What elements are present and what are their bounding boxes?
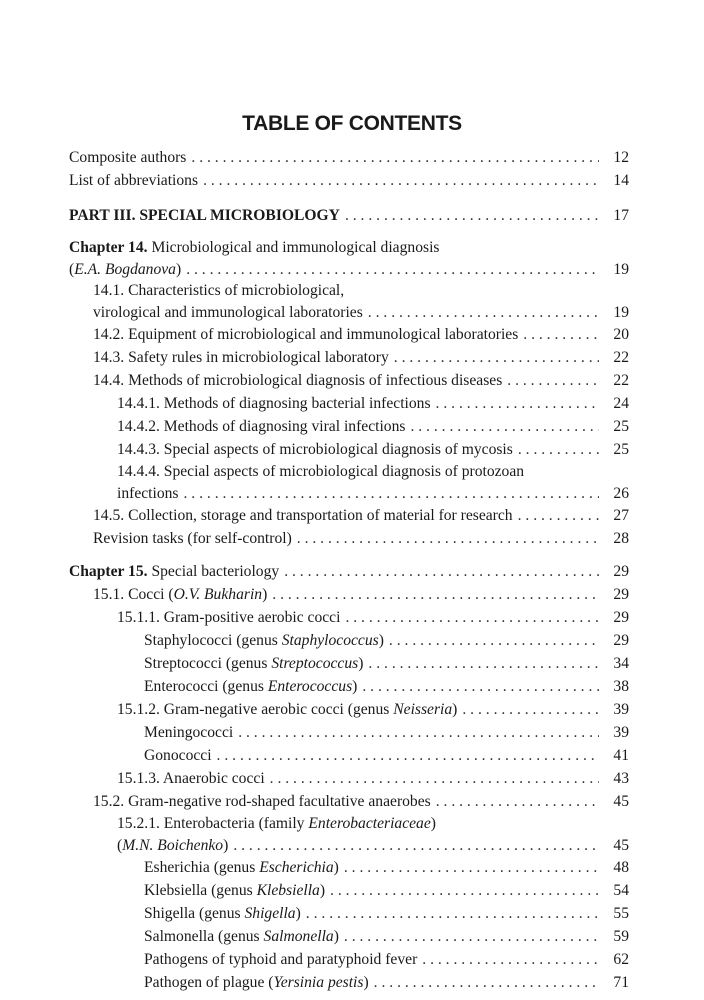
toc-entry[interactable]: [69, 813, 629, 835]
toc-entry-label: 14.5. Collection, storage and transportation of material for research: [93, 507, 513, 524]
dot-leader: [417, 948, 599, 971]
toc-entry[interactable]: [69, 504, 629, 527]
toc-entry[interactable]: [69, 527, 629, 550]
dot-leader: [292, 527, 599, 550]
toc-entry-continuation[interactable]: [69, 835, 629, 856]
toc-page-number: 29: [613, 586, 629, 603]
dot-leader: [357, 675, 599, 698]
toc-entry[interactable]: [69, 461, 629, 483]
dot-leader: [181, 259, 599, 280]
toc-entry-label: Staphylococci (genus Staphylococcus): [144, 632, 384, 649]
dot-leader: [518, 323, 599, 346]
toc-entry[interactable]: [69, 606, 629, 629]
toc-page-number: 55: [613, 905, 629, 922]
toc-page-number: 27: [613, 507, 629, 524]
toc-page-number: 28: [613, 530, 629, 547]
dot-leader: [179, 483, 600, 504]
chapter-number: Chapter 14.: [69, 239, 148, 256]
toc-page-number: 25: [613, 418, 629, 435]
dot-leader: [301, 902, 599, 925]
toc-entry[interactable]: [69, 392, 629, 415]
toc-entry[interactable]: [69, 744, 629, 767]
toc-entry[interactable]: [69, 971, 629, 994]
dot-leader: [340, 606, 599, 629]
toc-entry-label: 15.2. Gram-negative rod-shaped facultative anaerobes: [93, 793, 431, 810]
toc-entry[interactable]: [69, 698, 629, 721]
dot-leader: [339, 856, 599, 879]
toc-page-number: 29: [613, 632, 629, 649]
dot-leader: [384, 629, 599, 652]
dot-leader: [513, 504, 599, 527]
dot-leader: [198, 169, 599, 192]
dot-leader: [389, 346, 599, 369]
toc-entry-label: (E.A. Bogdanova): [69, 261, 182, 278]
toc-entry-label: Gonococci: [144, 747, 212, 764]
toc-page-number: 39: [613, 701, 629, 718]
genus-name: Klebsiella: [256, 882, 320, 899]
toc-page-number: 38: [613, 678, 629, 695]
toc-page-number: 29: [613, 609, 629, 626]
dot-leader: [267, 583, 599, 606]
family-name: Enterobacteriaceae: [308, 815, 431, 832]
toc-entry[interactable]: [69, 675, 629, 698]
toc-page-number: 26: [613, 485, 629, 502]
toc-page-number: 43: [613, 770, 629, 787]
toc-entry[interactable]: [69, 925, 629, 948]
dot-leader: [405, 415, 599, 438]
toc-entry[interactable]: [69, 280, 629, 302]
dot-leader: [228, 835, 599, 856]
author-name: O.V. Bukharin: [173, 586, 263, 603]
genus-name: Salmonella: [263, 928, 334, 945]
dot-leader: [457, 698, 599, 721]
toc-page-number: 29: [613, 563, 629, 580]
chapter-title: Special bacteriology: [147, 563, 280, 580]
genus-name: Streptococcus: [271, 655, 359, 672]
toc-entry-label: Composite authors: [69, 149, 187, 166]
toc-page-number: 19: [613, 304, 629, 321]
toc-page-number: 19: [613, 261, 629, 278]
toc-entry-label: Enterococci (genus Enterococcus): [144, 678, 358, 695]
toc-entry[interactable]: [69, 583, 629, 606]
dot-leader: [340, 204, 599, 227]
chapter-title: Microbiological and immunological diagnosis: [147, 239, 440, 256]
toc-entry-label: 14.4.2. Methods of diagnosing viral infections: [117, 418, 406, 435]
toc-page-number: 17: [613, 207, 629, 224]
author-name: E.A. Bogdanova: [74, 261, 176, 278]
toc-entry-label: Esherichia (genus Escherichia): [144, 859, 339, 876]
toc-page-number: 62: [613, 951, 629, 968]
toc-entry[interactable]: [69, 767, 629, 790]
toc-page-number: 48: [613, 859, 629, 876]
toc-page-number: 22: [613, 372, 629, 389]
toc-entry-continuation[interactable]: [69, 302, 629, 323]
genus-name: Shigella: [244, 905, 296, 922]
toc-entry[interactable]: [69, 369, 629, 392]
toc-page-number: 24: [613, 395, 629, 412]
toc-chapter-entry[interactable]: [69, 237, 629, 259]
toc-entry-label: virological and immunological laboratories: [93, 304, 363, 321]
toc-entry[interactable]: [69, 438, 629, 461]
toc-entry-continuation[interactable]: [69, 259, 629, 280]
dot-leader: [186, 146, 599, 169]
toc-entry-label: List of abbreviations: [69, 172, 199, 189]
toc-entry-label: 15.1.2. Gram-negative aerobic cocci (genus Neisseria): [117, 701, 458, 718]
toc-entry[interactable]: [69, 721, 629, 744]
dot-leader: [279, 560, 599, 583]
dot-leader: [363, 302, 599, 323]
table-of-contents: [69, 146, 629, 994]
dot-leader: [502, 369, 599, 392]
toc-chapter-entry[interactable]: [69, 560, 629, 583]
toc-entry[interactable]: [69, 856, 629, 879]
toc-entry-label: Shigella (genus Shigella): [144, 905, 301, 922]
toc-entry[interactable]: [69, 629, 629, 652]
toc-entry-label: 14.1. Characteristics of microbiological,: [93, 282, 345, 299]
toc-page-number: 14: [613, 172, 629, 189]
toc-entry-label: Klebsiella (genus Klebsiella): [144, 882, 326, 899]
genus-name: Staphylococcus: [281, 632, 379, 649]
toc-part-entry[interactable]: [69, 204, 629, 227]
toc-page-number: 34: [613, 655, 629, 672]
toc-entry-label: 14.3. Safety rules in microbiological laboratory: [93, 349, 389, 366]
toc-entry-label: 15.1.3. Anaerobic cocci: [117, 770, 265, 787]
toc-page-number: 71: [613, 974, 629, 991]
toc-entry[interactable]: [69, 346, 629, 369]
toc-entry-label: Pathogen of plague (Yersinia pestis): [144, 974, 369, 991]
toc-entry[interactable]: [69, 948, 629, 971]
toc-page-number: 25: [613, 441, 629, 458]
toc-entry-label: infections: [117, 485, 179, 502]
toc-page-number: 45: [613, 793, 629, 810]
dot-leader: [339, 925, 599, 948]
dot-leader: [513, 438, 599, 461]
dot-leader: [265, 767, 599, 790]
toc-page-number: 22: [613, 349, 629, 366]
chapter-number: Chapter 15.: [69, 563, 148, 580]
dot-leader: [233, 721, 599, 744]
genus-name: Escherichia: [259, 859, 334, 876]
genus-name: Neisseria: [393, 701, 453, 718]
toc-entry-label: 15.1.1. Gram-positive aerobic cocci: [117, 609, 341, 626]
toc-entry-continuation[interactable]: [69, 483, 629, 504]
toc-entry-label: (M.N. Boichenko): [117, 837, 229, 854]
toc-part-label: PART III. SPECIAL MICROBIOLOGY: [69, 207, 340, 224]
toc-page-number: 39: [613, 724, 629, 741]
toc-entry[interactable]: [69, 652, 629, 675]
author-name: M.N. Boichenko: [122, 837, 224, 854]
toc-page-number: 20: [613, 326, 629, 343]
toc-entry-label: [69, 560, 279, 583]
toc-page-number: 59: [613, 928, 629, 945]
toc-page-number: 41: [613, 747, 629, 764]
toc-page-number: 54: [613, 882, 629, 899]
toc-entry-label: Salmonella (genus Salmonella): [144, 928, 339, 945]
genus-name: Enterococcus: [267, 678, 353, 695]
toc-entry-label: Streptococci (genus Streptococcus): [144, 655, 364, 672]
toc-entry-label: 15.1. Cocci (O.V. Bukharin): [93, 586, 268, 603]
toc-entry[interactable]: [69, 415, 629, 438]
toc-entry-label: 14.4.3. Special aspects of microbiological diagnosis of mycosis: [117, 441, 513, 458]
toc-entry-label: 15.2.1. Enterobacteria (family Enterobacteriaceae): [117, 815, 436, 832]
toc-entry[interactable]: [69, 323, 629, 346]
species-name: Yersinia pestis: [273, 974, 364, 991]
toc-entry[interactable]: [69, 879, 629, 902]
toc-entry[interactable]: [69, 169, 629, 192]
dot-leader: [212, 744, 599, 767]
toc-entry-label: 14.4.4. Special aspects of microbiological diagnosis of protozoan: [117, 463, 525, 480]
dot-leader: [325, 879, 599, 902]
toc-page-number: 45: [613, 837, 629, 854]
toc-entry-label: Pathogens of typhoid and paratyphoid fever: [144, 951, 418, 968]
toc-entry-label: Meningococci: [144, 724, 234, 741]
dot-leader: [363, 652, 599, 675]
dot-leader: [369, 971, 599, 994]
dot-leader: [431, 392, 599, 415]
toc-entry-label: Revision tasks (for self-control): [93, 530, 292, 547]
toc-entry-label: 14.2. Equipment of microbiological and immunological laboratories: [93, 326, 519, 343]
toc-entry[interactable]: [69, 146, 629, 169]
toc-page-number: 12: [613, 149, 629, 166]
dot-leader: [431, 790, 599, 813]
toc-entry[interactable]: [69, 790, 629, 813]
toc-entry[interactable]: [69, 902, 629, 925]
page-title: TABLE OF CONTENTS: [242, 112, 462, 135]
toc-entry-label: 14.4. Methods of microbiological diagnosis of infectious diseases: [93, 372, 503, 389]
toc-entry-label: 14.4.1. Methods of diagnosing bacterial infections: [117, 395, 431, 412]
